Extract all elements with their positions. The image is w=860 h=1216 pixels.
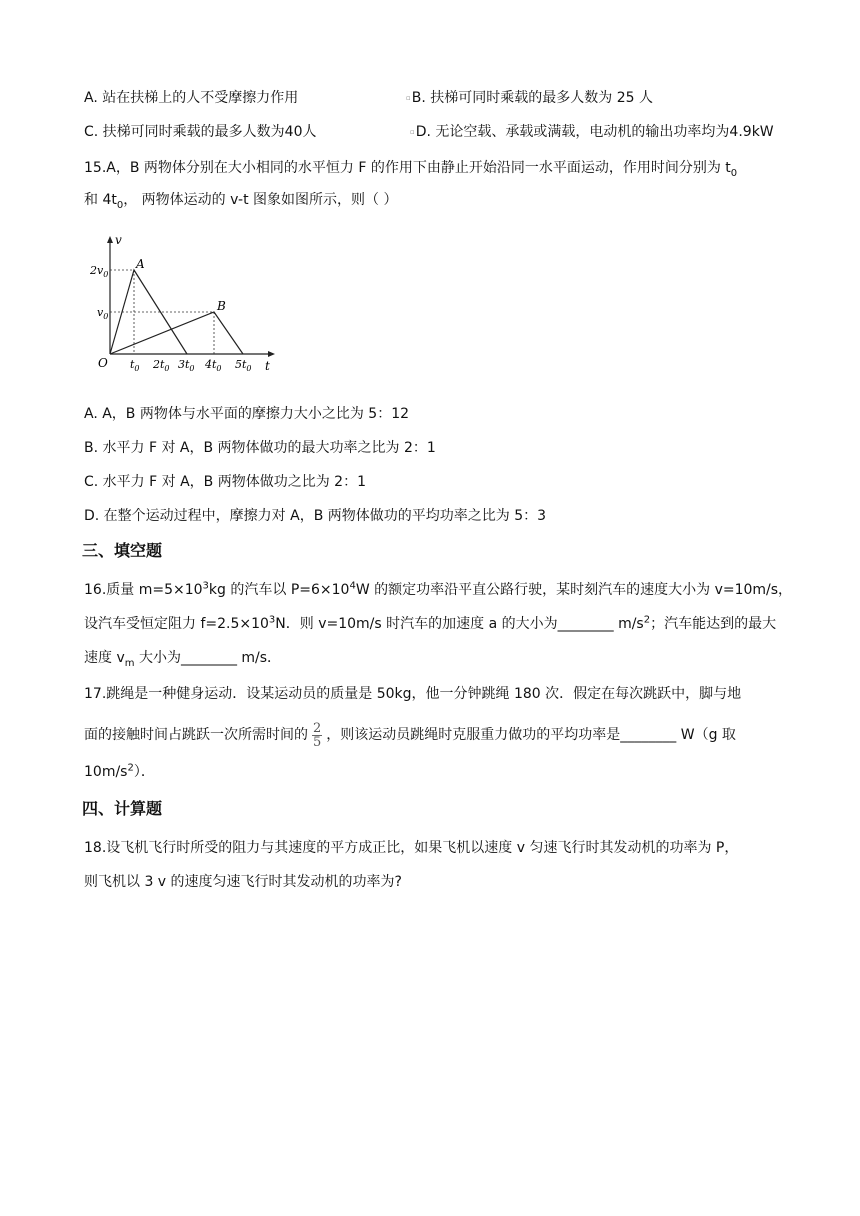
q15-option-a: A. A，B 两物体与水平面的摩擦力大小之比为 5：12 [84, 406, 410, 422]
q14-option-d [410, 122, 774, 142]
bullet-marker-icon: ▫ [410, 128, 415, 136]
v-axis-label: v [115, 233, 122, 247]
subscript: m [124, 657, 135, 669]
t-axis-arrow-icon [268, 351, 275, 357]
q16-text: N．则 v=10m/s 时汽车的加速度 a 的大小为________ m/s [275, 616, 644, 632]
superscript: 4 [349, 580, 356, 592]
q16-text: ；汽车能达到的最大 [650, 616, 777, 632]
section-title-fill-blank: 三、填空题 [82, 541, 163, 560]
v-axis-arrow-icon [107, 236, 113, 243]
q18-line2: 则飞机以 3 v 的速度匀速飞行时其发动机的功率为? [84, 874, 402, 890]
q17-text: 10m/s [84, 764, 128, 780]
q15-stem-text: 15.A，B 两物体分别在大小相同的水平恒力 F 的作用下由静止开始沿同一水平面运动，作用时间分别为 t [84, 160, 731, 176]
fraction-numerator: 2 [313, 720, 322, 736]
q15-option-c: C. 水平力 F 对 A，B 两物体做功之比为 2：1 [84, 474, 366, 490]
q15-stem-text: 和 4t [84, 192, 117, 208]
t-axis-label: t [265, 359, 270, 373]
q16-text: kg 的汽车以 P=6×10 [208, 582, 350, 598]
q16-line1 [84, 580, 792, 600]
q17-text: ，则该运动员跳绳时克服重力做功的平均功率是________ W（g 取 [326, 727, 736, 743]
superscript: 3 [268, 614, 276, 626]
q15-stem-text: ， 两物体运动的 v-t 图象如图所示，则（ ） [123, 192, 398, 208]
q16-line2 [84, 614, 776, 634]
q18-line1: 18.设飞机飞行时所受的阻力与其速度的平方成正比，如果飞机以速度 v 匀速飞行时其发动机的功率为 P， [84, 840, 739, 856]
q16-text: W 的额定功率沿平直公路行驶，某时刻汽车的速度大小为 v=10m/s， [355, 582, 793, 598]
section-title-calculation: 四、计算题 [82, 799, 163, 818]
origin-label: O [98, 356, 108, 370]
q14-option-a: A. 站在扶梯上的人不受摩擦力作用 [84, 90, 299, 106]
superscript: 2 [127, 762, 134, 774]
q17-line1: 17.跳绳是一种健身运动．设某运动员的质量是 50kg，他一分钟跳绳 180 次．假定在每次跳跃中，脚与地 [84, 686, 742, 702]
q15-stem-line2 [84, 190, 397, 210]
q16-text: 16.质量 m=5×10 [84, 582, 203, 598]
vt-graph [90, 228, 290, 378]
fraction-two-fifths [312, 722, 322, 749]
q17-line2 [84, 720, 736, 750]
point-a-label: A [136, 257, 145, 271]
superscript: 2 [643, 614, 651, 626]
superscript: 3 [202, 580, 209, 592]
q16-text: 速度 v [84, 650, 125, 666]
q15-stem-line1 [84, 158, 737, 178]
point-b-label: B [217, 299, 226, 313]
q16-line3 [84, 648, 281, 668]
q14-option-b [406, 88, 653, 108]
q14-option-c: C. 扶梯可同时乘载的最多人数为40人 [84, 124, 317, 140]
curve-b [110, 312, 243, 354]
x-tick-4t0: $4t_0$ [205, 358, 222, 373]
q14-option-b-text: B. 扶梯可同时乘载的最多人数为 25 人 [411, 90, 653, 106]
y-tick-2v0: $2v_0$ [90, 264, 109, 279]
q17-line3 [84, 762, 155, 782]
q15-option-d: D. 在整个运动过程中，摩擦力对 A，B 两物体做功的平均功率之比为 5：3 [84, 508, 547, 524]
q14-option-d-text: D. 无论空载、承载或满载，电动机的输出功率均为4.9kW [415, 124, 774, 140]
y-tick-v0: $v_0$ [97, 306, 109, 321]
q16-text: 设汽车受恒定阻力 f=2.5×10 [84, 616, 269, 632]
subscript: 0 [730, 167, 738, 179]
x-tick-2t0: $2t_0$ [153, 358, 170, 373]
subscript: 0 [116, 199, 124, 211]
x-tick-3t0: $3t_0$ [178, 358, 195, 373]
fraction-denominator: 5 [313, 734, 322, 750]
x-tick-t0: $t_0$ [130, 358, 140, 373]
q17-text: ）． [133, 764, 155, 780]
q15-option-b: B. 水平力 F 对 A，B 两物体做功的最大功率之比为 2：1 [84, 440, 436, 456]
x-tick-5t0: $5t_0$ [235, 358, 252, 373]
q16-text: 大小为________ m/s． [134, 650, 282, 666]
bullet-marker-icon: ▫ [406, 94, 411, 102]
q17-text: 面的接触时间占跳跃一次所需时间的 [84, 727, 308, 743]
